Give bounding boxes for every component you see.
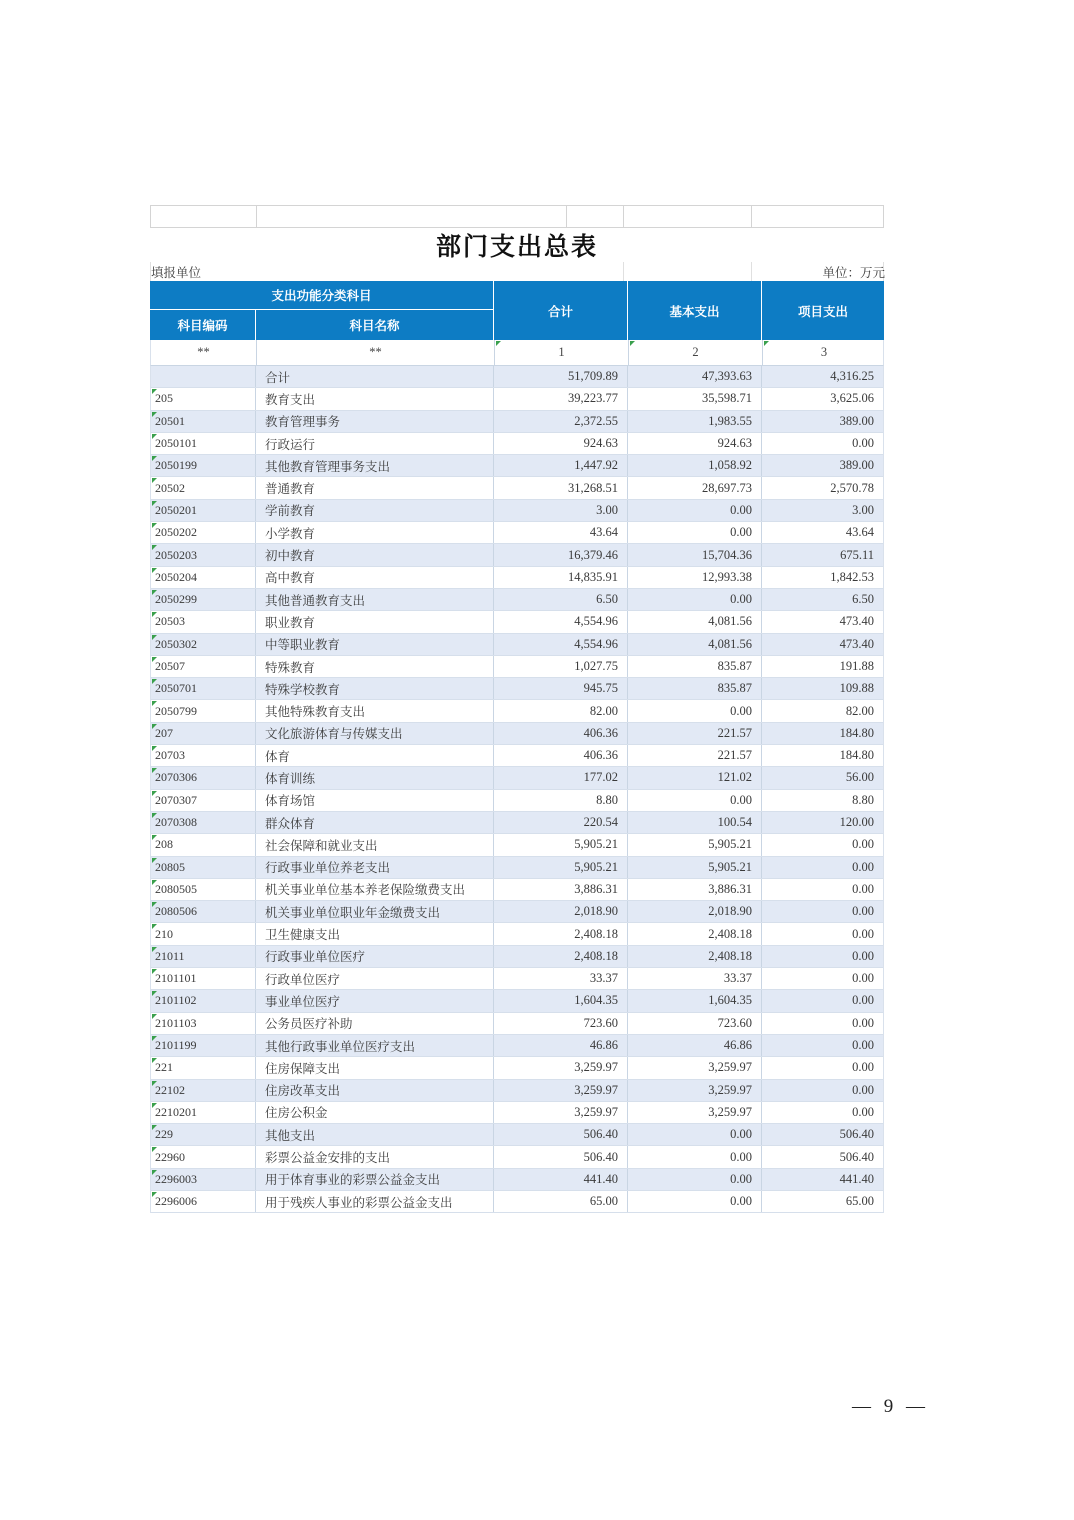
cell-subject-code: 20805 bbox=[151, 857, 256, 878]
cell-project-expenditure: 0.00 bbox=[852, 837, 874, 852]
error-marker-icon bbox=[152, 902, 157, 907]
cell-subject-code: 2101199 bbox=[151, 1035, 256, 1056]
cell-basic-expenditure: 2,408.18 bbox=[628, 946, 762, 967]
table-row bbox=[151, 812, 883, 834]
cell-basic-expenditure: 3,259.97 bbox=[628, 1057, 762, 1078]
cell-subject-code: 2101103 bbox=[151, 1013, 256, 1034]
cell-project-expenditure: 441.40 bbox=[839, 1171, 874, 1186]
table-header bbox=[150, 281, 884, 340]
cell-project-expenditure: 2,570.78 bbox=[830, 480, 874, 495]
table-row bbox=[151, 500, 883, 522]
cell-subject-name: 体育场馆 bbox=[256, 790, 494, 811]
cell-total: 43.64 bbox=[494, 522, 628, 543]
cell-basic-expenditure: 0.00 bbox=[628, 1124, 762, 1145]
cell-project-expenditure: 0.00 bbox=[852, 1104, 874, 1119]
cell-basic-expenditure: 0.00 bbox=[628, 790, 762, 811]
error-marker-icon bbox=[764, 341, 769, 346]
cell-subject-name: 合计 bbox=[256, 366, 494, 387]
error-marker-icon bbox=[152, 434, 157, 439]
cell-project-expenditure: 506.40 bbox=[839, 1127, 874, 1142]
cell-basic-expenditure: 2,018.90 bbox=[628, 901, 762, 922]
cell-basic-expenditure: 100.54 bbox=[628, 812, 762, 833]
cell-total: 65.00 bbox=[494, 1191, 628, 1212]
empty-cell bbox=[752, 206, 885, 227]
table-row bbox=[151, 923, 883, 945]
cell-subject-name: 其他支出 bbox=[256, 1124, 494, 1145]
table-row bbox=[151, 522, 883, 544]
cell-project-expenditure: 3,625.06 bbox=[830, 391, 874, 406]
error-marker-icon bbox=[152, 635, 157, 640]
error-marker-icon bbox=[152, 1103, 157, 1108]
cell-basic-expenditure: 0.00 bbox=[628, 522, 762, 543]
subheader-cell bbox=[495, 340, 629, 365]
table-row bbox=[151, 477, 883, 499]
cell-subject-name: 其他教育管理事务支出 bbox=[256, 455, 494, 476]
cell-total: 5,905.21 bbox=[494, 857, 628, 878]
empty-cell bbox=[624, 262, 752, 281]
subheader-col-number: 2 bbox=[692, 345, 699, 359]
error-marker-icon bbox=[152, 1014, 157, 1019]
cell-basic-expenditure: 924.63 bbox=[628, 433, 762, 454]
cell-total: 82.00 bbox=[494, 700, 628, 721]
cell-basic-expenditure: 4,081.56 bbox=[628, 611, 762, 632]
cell-subject-name: 住房改革支出 bbox=[256, 1080, 494, 1101]
error-marker-icon bbox=[152, 389, 157, 394]
cell-total: 3,259.97 bbox=[494, 1080, 628, 1101]
cell-basic-expenditure: 35,598.71 bbox=[628, 388, 762, 409]
table-body bbox=[150, 366, 884, 1213]
cell-subject-code: 2050101 bbox=[151, 433, 256, 454]
error-marker-icon bbox=[496, 341, 501, 346]
cell-subject-code: 229 bbox=[151, 1124, 256, 1145]
cell-basic-expenditure: 3,259.97 bbox=[628, 1080, 762, 1101]
cell-subject-code: 2050799 bbox=[151, 700, 256, 721]
expenditure-summary-sheet bbox=[150, 205, 884, 1213]
cell-subject-code: 2050302 bbox=[151, 634, 256, 655]
cell-subject-code: 2101101 bbox=[151, 968, 256, 989]
cell-total: 3,259.97 bbox=[494, 1057, 628, 1078]
table-row bbox=[151, 1013, 883, 1035]
cell-subject-code: 2080506 bbox=[151, 901, 256, 922]
cell-basic-expenditure: 1,604.35 bbox=[628, 990, 762, 1011]
cell-basic-expenditure: 1,058.92 bbox=[628, 455, 762, 476]
cell-subject-code: 205 bbox=[151, 388, 256, 409]
cell-project-expenditure: 0.00 bbox=[852, 971, 874, 986]
cell-basic-expenditure: 1,983.55 bbox=[628, 411, 762, 432]
table-row bbox=[151, 567, 883, 589]
cell-total: 441.40 bbox=[494, 1169, 628, 1190]
error-marker-icon bbox=[152, 1058, 157, 1063]
subheader-col-number: 3 bbox=[820, 345, 828, 359]
error-marker-icon bbox=[152, 724, 157, 729]
cell-total: 945.75 bbox=[494, 678, 628, 699]
cell-subject-name: 中等职业教育 bbox=[256, 634, 494, 655]
cell-subject-name: 群众体育 bbox=[256, 812, 494, 833]
error-marker-icon bbox=[152, 1036, 157, 1041]
cell-project-expenditure: 0.00 bbox=[852, 993, 874, 1008]
table-row bbox=[151, 1169, 883, 1191]
cell-total: 3,259.97 bbox=[494, 1102, 628, 1123]
cell-project-expenditure: 184.80 bbox=[839, 748, 874, 763]
table-row bbox=[151, 589, 883, 611]
cell-project-expenditure: 389.00 bbox=[839, 413, 874, 428]
error-marker-icon bbox=[152, 813, 157, 818]
cell-project-expenditure: 8.80 bbox=[852, 792, 874, 807]
cell-basic-expenditure: 0.00 bbox=[628, 1169, 762, 1190]
cell-subject-code: 2050204 bbox=[151, 567, 256, 588]
error-marker-icon bbox=[152, 1081, 157, 1086]
cell-subject-code: 2296003 bbox=[151, 1169, 256, 1190]
empty-cell bbox=[151, 206, 257, 227]
empty-cell bbox=[567, 206, 624, 227]
cell-total: 1,604.35 bbox=[494, 990, 628, 1011]
cell-subject-name: 机关事业单位基本养老保险缴费支出 bbox=[256, 879, 494, 900]
cell-project-expenditure: 56.00 bbox=[845, 770, 874, 785]
form-unit-label: 填报单位 bbox=[151, 262, 624, 281]
cell-project-expenditure: 82.00 bbox=[845, 703, 874, 718]
subheader-cell: ** bbox=[151, 340, 257, 365]
cell-subject-code: 2050202 bbox=[151, 522, 256, 543]
spreadsheet-empty-row bbox=[150, 205, 884, 228]
header-total: 合计 bbox=[494, 281, 628, 340]
cell-total: 723.60 bbox=[494, 1013, 628, 1034]
cell-subject-name: 行政事业单位养老支出 bbox=[256, 857, 494, 878]
cell-total: 39,223.77 bbox=[494, 388, 628, 409]
cell-total: 51,709.89 bbox=[494, 366, 628, 387]
cell-total: 8.80 bbox=[494, 790, 628, 811]
cell-subject-name: 其他特殊教育支出 bbox=[256, 700, 494, 721]
cell-subject-name: 其他普通教育支出 bbox=[256, 589, 494, 610]
cell-subject-name: 特殊教育 bbox=[256, 656, 494, 677]
table-row bbox=[151, 700, 883, 722]
table-row bbox=[151, 678, 883, 700]
cell-total: 4,554.96 bbox=[494, 634, 628, 655]
table-row bbox=[151, 1102, 883, 1124]
cell-project-expenditure: 0.00 bbox=[852, 1060, 874, 1075]
cell-project-expenditure: 120.00 bbox=[839, 815, 874, 830]
error-marker-icon bbox=[152, 1192, 157, 1197]
table-row bbox=[151, 634, 883, 656]
cell-total: 406.36 bbox=[494, 745, 628, 766]
cell-subject-code: 2050701 bbox=[151, 678, 256, 699]
cell-basic-expenditure: 723.60 bbox=[628, 1013, 762, 1034]
table-row bbox=[151, 433, 883, 455]
cell-subject-name: 住房保障支出 bbox=[256, 1057, 494, 1078]
cell-basic-expenditure: 0.00 bbox=[628, 700, 762, 721]
table-row bbox=[151, 990, 883, 1012]
table-row bbox=[151, 879, 883, 901]
title-row bbox=[150, 228, 884, 262]
cell-total: 14,835.91 bbox=[494, 567, 628, 588]
cell-subject-code: 20503 bbox=[151, 611, 256, 632]
cell-subject-name: 住房公积金 bbox=[256, 1102, 494, 1123]
empty-cell bbox=[257, 206, 567, 227]
table-row bbox=[151, 857, 883, 879]
cell-subject-name: 机关事业单位职业年金缴费支出 bbox=[256, 901, 494, 922]
cell-project-expenditure: 0.00 bbox=[852, 948, 874, 963]
error-marker-icon bbox=[152, 1170, 157, 1175]
cell-subject-code: 2101102 bbox=[151, 990, 256, 1011]
cell-subject-code: 20501 bbox=[151, 411, 256, 432]
cell-total: 3,886.31 bbox=[494, 879, 628, 900]
cell-project-expenditure: 675.11 bbox=[840, 547, 874, 562]
error-marker-icon bbox=[152, 545, 157, 550]
cell-total: 924.63 bbox=[494, 433, 628, 454]
cell-total: 2,018.90 bbox=[494, 901, 628, 922]
cell-total: 31,268.51 bbox=[494, 477, 628, 498]
table-row bbox=[151, 455, 883, 477]
cell-subject-name: 卫生健康支出 bbox=[256, 923, 494, 944]
cell-subject-code: 221 bbox=[151, 1057, 256, 1078]
header-subject-name: 科目名称 bbox=[256, 310, 494, 340]
cell-subject-code bbox=[151, 366, 256, 387]
cell-subject-name: 社会保障和就业支出 bbox=[256, 834, 494, 855]
cell-total: 46.86 bbox=[494, 1035, 628, 1056]
cell-subject-name: 初中教育 bbox=[256, 544, 494, 565]
table-row bbox=[151, 544, 883, 566]
error-marker-icon bbox=[152, 835, 157, 840]
cell-basic-expenditure: 0.00 bbox=[628, 1146, 762, 1167]
cell-project-expenditure: 506.40 bbox=[839, 1149, 874, 1164]
cell-subject-name: 行政单位医疗 bbox=[256, 968, 494, 989]
cell-basic-expenditure: 15,704.36 bbox=[628, 544, 762, 565]
error-marker-icon bbox=[152, 969, 157, 974]
cell-subject-code: 22102 bbox=[151, 1080, 256, 1101]
cell-basic-expenditure: 0.00 bbox=[628, 500, 762, 521]
error-marker-icon bbox=[152, 590, 157, 595]
error-marker-icon bbox=[152, 657, 157, 662]
cell-subject-name: 学前教育 bbox=[256, 500, 494, 521]
subheader-cell: ** bbox=[257, 340, 495, 365]
cell-subject-name: 文化旅游体育与传媒支出 bbox=[256, 723, 494, 744]
cell-total: 506.40 bbox=[494, 1124, 628, 1145]
cell-basic-expenditure: 46.86 bbox=[628, 1035, 762, 1056]
cell-basic-expenditure: 0.00 bbox=[628, 1191, 762, 1212]
table-row bbox=[151, 656, 883, 678]
header-project-expenditure: 项目支出 bbox=[797, 304, 848, 319]
cell-subject-name: 彩票公益金安排的支出 bbox=[256, 1146, 494, 1167]
unit-row bbox=[150, 262, 884, 281]
table-row bbox=[151, 411, 883, 433]
page-number: — 9 — bbox=[852, 1396, 929, 1417]
cell-subject-code: 22960 bbox=[151, 1146, 256, 1167]
cell-basic-expenditure: 835.87 bbox=[628, 656, 762, 677]
cell-basic-expenditure: 221.57 bbox=[628, 745, 762, 766]
error-marker-icon bbox=[152, 456, 157, 461]
error-marker-icon bbox=[152, 679, 157, 684]
table-row bbox=[151, 1035, 883, 1057]
cell-subject-code: 207 bbox=[151, 723, 256, 744]
cell-basic-expenditure: 5,905.21 bbox=[628, 857, 762, 878]
table-row bbox=[151, 767, 883, 789]
page-title: 部门支出总表 bbox=[435, 234, 598, 261]
cell-total: 2,408.18 bbox=[494, 923, 628, 944]
cell-project-expenditure: 0.00 bbox=[852, 904, 874, 919]
error-marker-icon bbox=[152, 501, 157, 506]
cell-subject-code: 20502 bbox=[151, 477, 256, 498]
cell-subject-code: 2080505 bbox=[151, 879, 256, 900]
cell-basic-expenditure: 3,886.31 bbox=[628, 879, 762, 900]
cell-subject-code: 208 bbox=[151, 834, 256, 855]
cell-subject-code: 20703 bbox=[151, 745, 256, 766]
cell-basic-expenditure: 2,408.18 bbox=[628, 923, 762, 944]
table-subheader bbox=[150, 340, 884, 366]
table-row bbox=[151, 1057, 883, 1079]
cell-subject-name: 用于体育事业的彩票公益金支出 bbox=[256, 1169, 494, 1190]
cell-subject-name: 体育训练 bbox=[256, 767, 494, 788]
table-row bbox=[151, 946, 883, 968]
error-marker-icon bbox=[152, 791, 157, 796]
cell-total: 406.36 bbox=[494, 723, 628, 744]
table-row bbox=[151, 834, 883, 856]
cell-basic-expenditure: 121.02 bbox=[628, 767, 762, 788]
cell-total: 2,408.18 bbox=[494, 946, 628, 967]
subheader-col-number: 1 bbox=[558, 345, 565, 359]
cell-total: 6.50 bbox=[494, 589, 628, 610]
table-row bbox=[151, 1080, 883, 1102]
cell-total: 2,372.55 bbox=[494, 411, 628, 432]
cell-basic-expenditure: 835.87 bbox=[628, 678, 762, 699]
table-row bbox=[151, 1146, 883, 1168]
cell-subject-name: 教育支出 bbox=[256, 388, 494, 409]
error-marker-icon bbox=[152, 880, 157, 885]
cell-basic-expenditure: 0.00 bbox=[628, 589, 762, 610]
error-marker-icon bbox=[630, 341, 635, 346]
cell-subject-name: 特殊学校教育 bbox=[256, 678, 494, 699]
subheader-cell bbox=[763, 340, 885, 365]
cell-subject-code: 2070307 bbox=[151, 790, 256, 811]
cell-project-expenditure: 0.00 bbox=[852, 1015, 874, 1030]
cell-subject-code: 210 bbox=[151, 923, 256, 944]
cell-subject-code: 2050299 bbox=[151, 589, 256, 610]
cell-subject-code: 21011 bbox=[151, 946, 256, 967]
cell-project-expenditure: 65.00 bbox=[845, 1194, 874, 1209]
cell-total: 4,554.96 bbox=[494, 611, 628, 632]
cell-basic-expenditure: 28,697.73 bbox=[628, 477, 762, 498]
cell-subject-code: 2070308 bbox=[151, 812, 256, 833]
table-row bbox=[151, 611, 883, 633]
cell-basic-expenditure: 4,081.56 bbox=[628, 634, 762, 655]
cell-project-expenditure: 389.00 bbox=[839, 458, 874, 473]
subheader-cell bbox=[629, 340, 763, 365]
table-row bbox=[151, 1191, 883, 1213]
cell-basic-expenditure: 221.57 bbox=[628, 723, 762, 744]
cell-total: 5,905.21 bbox=[494, 834, 628, 855]
cell-project-expenditure: 473.40 bbox=[839, 614, 874, 629]
cell-basic-expenditure: 33.37 bbox=[628, 968, 762, 989]
table-row bbox=[151, 968, 883, 990]
cell-subject-name: 高中教育 bbox=[256, 567, 494, 588]
error-marker-icon bbox=[152, 947, 157, 952]
table-row bbox=[151, 388, 883, 410]
cell-subject-name: 教育管理事务 bbox=[256, 411, 494, 432]
cell-subject-code: 2070306 bbox=[151, 767, 256, 788]
cell-basic-expenditure: 3,259.97 bbox=[628, 1102, 762, 1123]
table-row bbox=[151, 790, 883, 812]
cell-project-expenditure: 3.00 bbox=[852, 502, 874, 517]
error-marker-icon bbox=[152, 523, 157, 528]
cell-project-expenditure: 0.00 bbox=[852, 859, 874, 874]
cell-project-expenditure: 0.00 bbox=[852, 926, 874, 941]
cell-subject-name: 普通教育 bbox=[256, 477, 494, 498]
cell-subject-code: 2296006 bbox=[151, 1191, 256, 1212]
cell-subject-name: 行政运行 bbox=[256, 433, 494, 454]
cell-basic-expenditure: 5,905.21 bbox=[628, 834, 762, 855]
error-marker-icon bbox=[152, 1125, 157, 1130]
cell-basic-expenditure: 12,993.38 bbox=[628, 567, 762, 588]
cell-project-expenditure: 1,842.53 bbox=[830, 569, 874, 584]
error-marker-icon bbox=[152, 1147, 157, 1152]
error-marker-icon bbox=[152, 701, 157, 706]
table-row bbox=[151, 1124, 883, 1146]
cell-subject-name: 用于残疾人事业的彩票公益金支出 bbox=[256, 1191, 494, 1212]
cell-subject-code: 2050201 bbox=[151, 500, 256, 521]
error-marker-icon bbox=[152, 991, 157, 996]
header-function-group: 支出功能分类科目 bbox=[150, 281, 494, 310]
table-row bbox=[151, 901, 883, 923]
cell-project-expenditure: 43.64 bbox=[845, 525, 874, 540]
cell-total: 177.02 bbox=[494, 767, 628, 788]
table-row bbox=[151, 366, 883, 388]
cell-subject-code: 2050203 bbox=[151, 544, 256, 565]
cell-total: 33.37 bbox=[494, 968, 628, 989]
error-marker-icon bbox=[152, 858, 157, 863]
cell-project-expenditure: 184.80 bbox=[839, 725, 874, 740]
cell-subject-name: 公务员医疗补助 bbox=[256, 1013, 494, 1034]
unit-label: 单位：万元 bbox=[822, 265, 885, 280]
error-marker-icon bbox=[152, 746, 157, 751]
cell-total: 506.40 bbox=[494, 1146, 628, 1167]
table-row bbox=[151, 745, 883, 767]
cell-subject-name: 小学教育 bbox=[256, 522, 494, 543]
cell-total: 220.54 bbox=[494, 812, 628, 833]
cell-subject-name: 职业教育 bbox=[256, 611, 494, 632]
cell-total: 16,379.46 bbox=[494, 544, 628, 565]
cell-subject-name: 行政事业单位医疗 bbox=[256, 946, 494, 967]
cell-project-expenditure: 473.40 bbox=[839, 636, 874, 651]
cell-project-expenditure: 191.88 bbox=[839, 659, 874, 673]
cell-subject-name: 体育 bbox=[256, 745, 494, 766]
cell-subject-code: 2050199 bbox=[151, 455, 256, 476]
cell-project-expenditure: 0.00 bbox=[852, 1082, 874, 1097]
cell-project-expenditure: 0.00 bbox=[852, 1038, 874, 1053]
cell-project-expenditure: 4,316.25 bbox=[830, 369, 874, 384]
cell-total: 3.00 bbox=[494, 500, 628, 521]
table-row bbox=[151, 723, 883, 745]
error-marker-icon bbox=[152, 768, 157, 773]
cell-project-expenditure: 6.50 bbox=[852, 592, 874, 607]
header-basic-expenditure: 基本支出 bbox=[628, 281, 762, 340]
error-marker-icon bbox=[152, 568, 157, 573]
cell-project-expenditure: 109.88 bbox=[839, 681, 874, 696]
header-subject-code: 科目编码 bbox=[150, 310, 256, 340]
cell-subject-name: 事业单位医疗 bbox=[256, 990, 494, 1011]
cell-subject-code: 2210201 bbox=[151, 1102, 256, 1123]
cell-total: 1,447.92 bbox=[494, 455, 628, 476]
cell-subject-code: 20507 bbox=[151, 656, 256, 677]
error-marker-icon bbox=[152, 412, 157, 417]
cell-project-expenditure: 0.00 bbox=[852, 881, 874, 896]
empty-cell bbox=[624, 206, 752, 227]
error-marker-icon bbox=[152, 478, 157, 483]
cell-subject-name: 其他行政事业单位医疗支出 bbox=[256, 1035, 494, 1056]
cell-project-expenditure: 0.00 bbox=[852, 436, 874, 451]
cell-total: 1,027.75 bbox=[494, 656, 628, 677]
error-marker-icon bbox=[152, 612, 157, 617]
error-marker-icon bbox=[152, 924, 157, 929]
cell-basic-expenditure: 47,393.63 bbox=[628, 366, 762, 387]
